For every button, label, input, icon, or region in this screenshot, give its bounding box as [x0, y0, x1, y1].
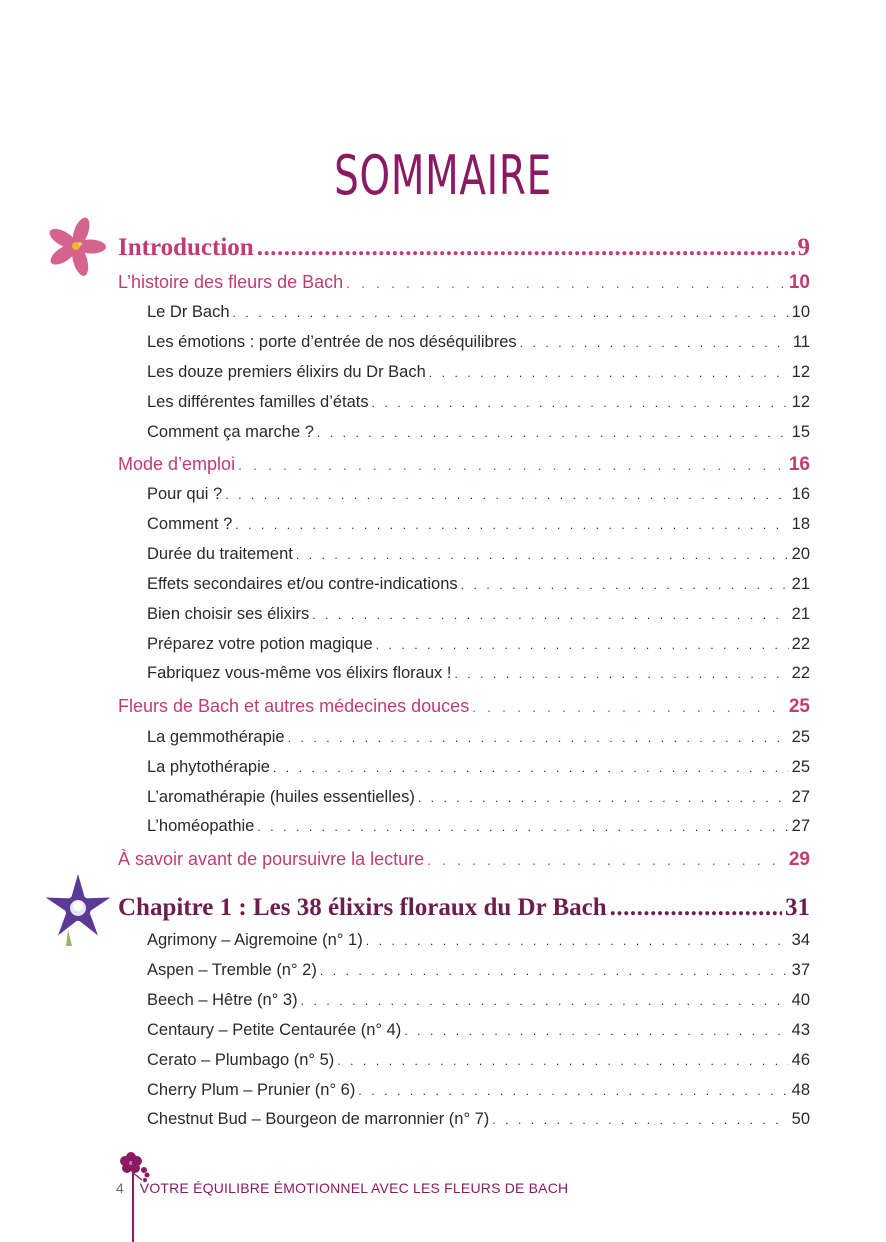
toc-item[interactable]: Comment ça marche ? . . . 15	[118, 423, 810, 442]
toc-item[interactable]: La gemmothérapie . . . 25	[118, 728, 810, 747]
toc-chapter-entry[interactable]: Chapitre 1 : Les 38 élixirs floraux du Dr Bach ..... 31	[118, 894, 810, 922]
toc-item[interactable]: Effets secondaires et/ou contre-indications . . . 21	[118, 575, 810, 594]
toc-item[interactable]: Fabriquez vous-même vos élixirs floraux ! . . . 22	[118, 664, 810, 683]
toc-item[interactable]: Centaury – Petite Centaurée (n° 4) . . . 43	[118, 1021, 810, 1040]
toc-item[interactable]: Les différentes familles d’états . . . 12	[118, 393, 810, 412]
purple-star-flower-icon	[40, 870, 120, 950]
toc-section-entry[interactable]: À savoir avant de poursuivre la lecture . . . 29	[118, 849, 810, 871]
toc-item[interactable]: L’homéopathie . . . 27	[118, 817, 810, 836]
footer-page-number: 4	[116, 1180, 124, 1196]
toc-item[interactable]: Préparez votre potion magique . . . 22	[118, 635, 810, 654]
toc-entry-introduction[interactable]: Introduction ..... 9	[118, 234, 810, 262]
leader-dots	[427, 852, 786, 868]
running-title: VOTRE ÉQUILIBRE ÉMOTIONNEL AVEC LES FLEURS DE BACH	[139, 1180, 569, 1196]
leader-dots	[238, 457, 786, 473]
toc-item[interactable]: Beech – Hêtre (n° 3) . . . 40	[118, 991, 810, 1010]
toc-item[interactable]: Durée du traitement . . . 20	[118, 545, 810, 564]
toc-item[interactable]: L’aromathérapie (huiles essentielles) . . . 27	[118, 788, 810, 807]
pink-star-flower-icon	[40, 216, 110, 280]
toc-item[interactable]: Comment ? . . . 18	[118, 515, 810, 534]
toc-item[interactable]: La phytothérapie . . . 25	[118, 758, 810, 777]
leader-dots	[472, 699, 786, 715]
leader-dots	[346, 275, 786, 291]
toc-section-entry[interactable]: Mode d’emploi . . . 16	[118, 454, 810, 476]
toc-section-entry[interactable]: Fleurs de Bach et autres médecines douces . . . 25	[118, 696, 810, 718]
toc-item[interactable]: Cerato – Plumbago (n° 5) . . . 46	[118, 1051, 810, 1070]
toc-item[interactable]: Pour qui ? . . . 16	[118, 485, 810, 504]
toc-item[interactable]: Cherry Plum – Prunier (n° 6) . . . 48	[118, 1081, 810, 1100]
page-number: 9	[797, 234, 810, 261]
toc-item[interactable]: Aspen – Tremble (n° 2) . . . 37	[118, 961, 810, 980]
toc-item[interactable]: Bien choisir ses élixirs . . . 21	[118, 605, 810, 624]
toc-item[interactable]: Les émotions : porte d’entrée de nos déséquilibres . . . 11	[118, 333, 810, 352]
page-footer	[116, 1180, 568, 1196]
toc-item[interactable]: Chestnut Bud – Bourgeon de marronnier (n° 7) . . . 50	[118, 1110, 810, 1129]
toc-item[interactable]: Le Dr Bach . . . 10	[118, 303, 810, 322]
toc-section-entry[interactable]: L’histoire des fleurs de Bach . . . 10	[118, 272, 810, 294]
page-title: SOMMAIRE	[334, 144, 552, 208]
toc-item[interactable]: Agrimony – Aigremoine (n° 1) . . . 34	[118, 931, 810, 950]
leader-dots	[610, 894, 782, 922]
toc-item[interactable]: Les douze premiers élixirs du Dr Bach . . . 12	[118, 363, 810, 382]
flower-stem-rule	[132, 1162, 134, 1242]
leader-dots	[257, 234, 795, 262]
